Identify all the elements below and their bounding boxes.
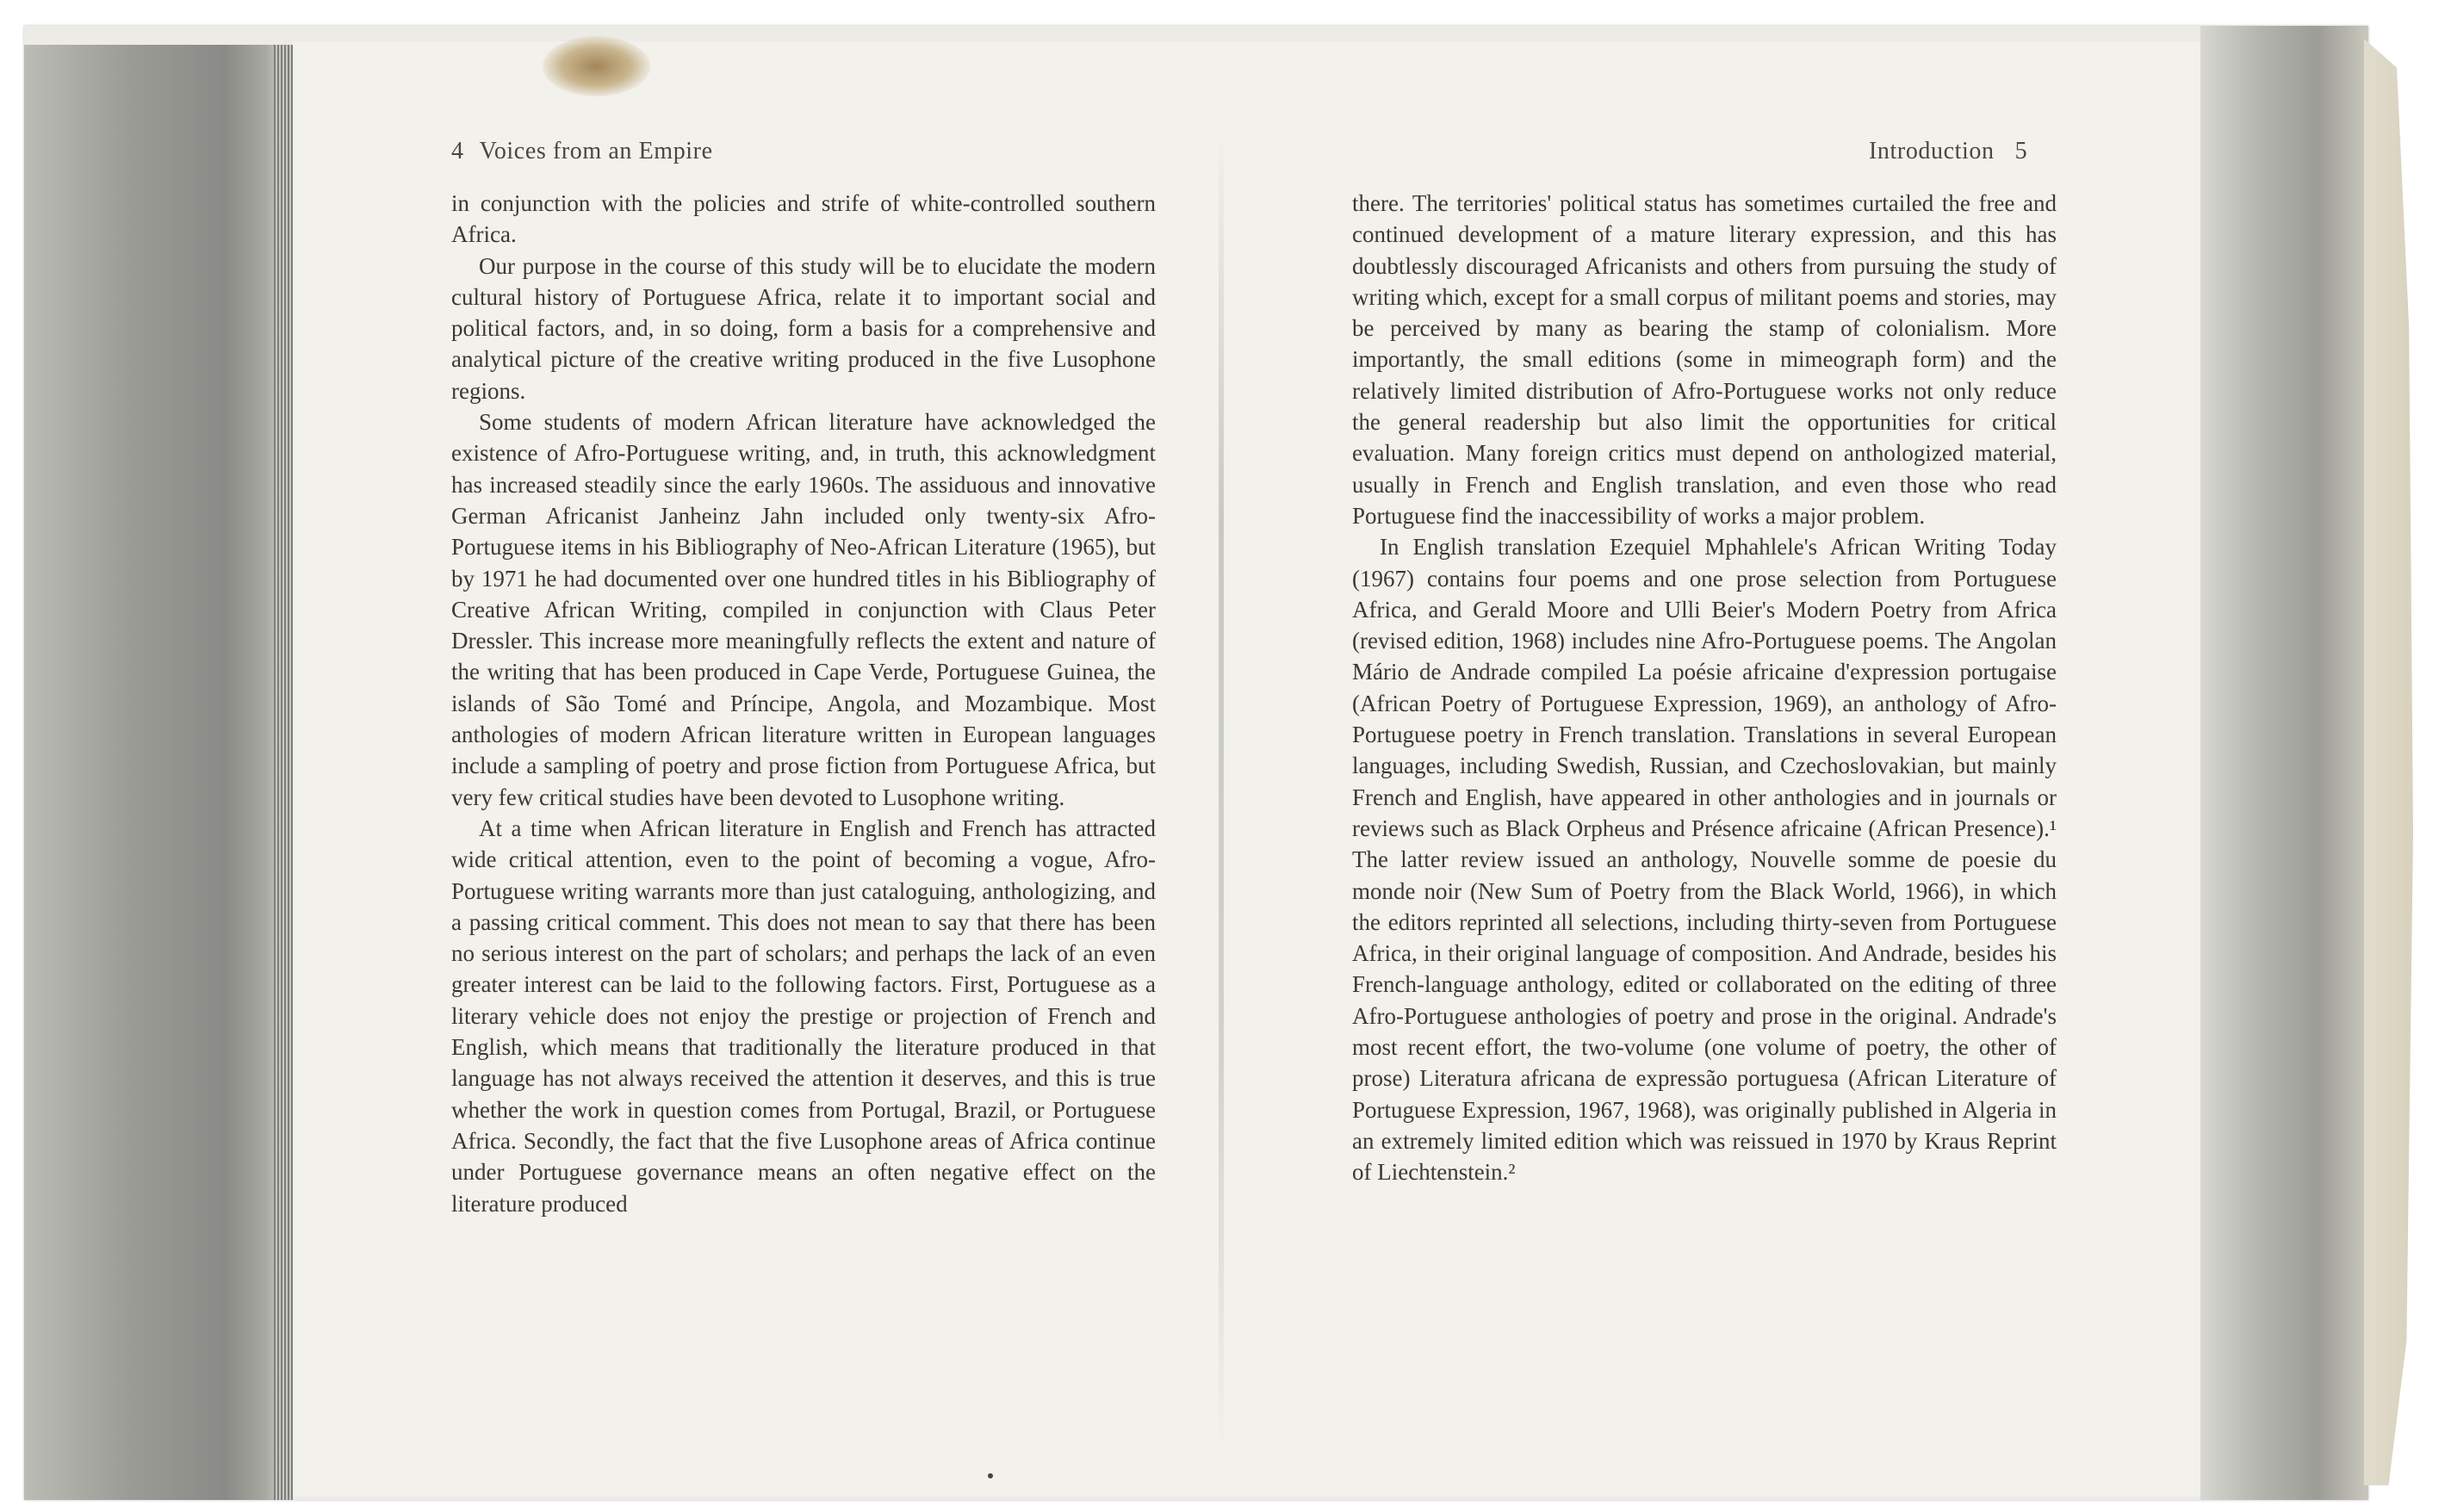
left-binding-shadow — [24, 45, 293, 1500]
right-paragraph-1: there. The territories' political status has sometimes curtailed the free and continued development of a mature literary expression, and this has doubtlessly discouraged Africanists and others from pursuing the study of writing which, except for a small corpus of militant poems and stories, may be perceived by many as bearing the stamp of colonialism. More importantly, the small editions (some in mimeograph form) and the relatively limited distribution of Afro-Portuguese works not only reduce the general readership but also limit the opportunities for critical evaluation. Many foreign critics must depend on anthologized material, usually in French and English translation, and even those who read Portuguese find the inaccessibility of works a major problem. — [1352, 190, 2057, 529]
paper-stain — [543, 36, 650, 96]
left-paragraph-2: Our purpose in the course of this study will be to elucidate the modern cultural history of Portuguese Africa, relate it to important social and political factors, and, in so doing, form a basis for a comprehensive and analytical picture of the creative writing produced in the five Lusophone regions. — [451, 252, 1156, 404]
print-speck — [988, 1473, 993, 1478]
left-page-text — [451, 188, 1156, 1219]
left-page-number: 4 — [451, 138, 464, 164]
left-paragraph-4: At a time when African literature in English and French has attracted wide critical attention, even to the point of becoming a vogue, Afro-Portuguese writing warrants more than just cataloguing, anthologizing, and a passing critical comment. This does not mean to say that there has been no serious interest on the part of scholars; and perhaps the lack of an even greater interest can be laid to the following factors. First, Portuguese as a literary vehicle does not enjoy the prestige or projection of French and English, which means that traditionally the literature produced in that language has not always received the attention it deserves, and this is true whether the work in question comes from Portugal, Brazil, or Portuguese Africa. Secondly, the fact that the five Lusophone areas of Africa continue under Portuguese governance means an often negative effect on the literature produced — [451, 815, 1156, 1217]
torn-paper-edge — [2364, 39, 2445, 1485]
right-page-text — [1352, 188, 2057, 1188]
left-running-title: Voices from an Empire — [479, 138, 713, 164]
left-paragraph-3: Some students of modern African literature have acknowledged the existence of Afro-Portuguese writing, and, in truth, this acknowledgment has increased steadily since the early 1960s. The assiduous and innovative German Africanist Janheinz Jahn included only twenty-six Afro-Portuguese items in his Bibliography of Neo-African Literature (1965), but by 1971 he had documented over one hundred titles in his Bibliography of Creative African Writing, compiled in conjunction with Claus Peter Dressler. This increase more meaningfully reflects the extent and nature of the writing that has been produced in Cape Verde, Portuguese Guinea, the islands of São Tomé and Príncipe, Angola, and Mozambique. Most anthologies of modern African literature written in European languages include a sampling of poetry and prose fiction from Portuguese Africa, but very few critical studies have been devoted to Lusophone writing. — [451, 409, 1156, 810]
left-running-head — [451, 138, 713, 165]
right-binding-shadow — [2200, 26, 2368, 1500]
left-paragraph-1: in conjunction with the policies and strife of white-controlled southern Africa. — [451, 190, 1156, 248]
right-paragraph-2: In English translation Ezequiel Mphahlele's African Writing Today (1967) contains four poems and one prose selection from Portuguese Africa, and Gerald Moore and Ulli Beier's Modern Poetry from Africa (revised edition, 1968) includes nine Afro-Portuguese poems. The Angolan Mário de Andrade compiled La poésie africaine d'expression portugaise (African Poetry of Portuguese Expression, 1969), an anthology of Afro-Portuguese poetry in French translation. Translations in several European languages, including Swedish, Russian, and Czechoslovakian, but mainly French and English, have appeared in other anthologies and in journals or reviews such as Black Orpheus and Présence africaine (African Presence).¹ The latter review issued an anthology, Nouvelle somme de poesie du monde noir (New Sum of Poetry from the Black World, 1966), in which the editors reprinted all selections, including thirty-seven from Portuguese Africa, in their original language of composition. And Andrade, besides his French-language anthology, edited or collaborated on the editing of three Afro-Portuguese anthologies of poetry and prose in the original. Andrade's most recent effort, the two-volume (one volume of poetry, the other of prose) Literatura africana de expressão portuguesa (African Literature of Portuguese Expression, 1967, 1968), was originally published in Algeria in an extremely limited edition which was reissued in 1970 by Kraus Reprint of Liechtenstein.² — [1352, 534, 2057, 1186]
book-spine-fold — [1219, 129, 1224, 1455]
right-running-title: Introduction — [1869, 138, 1995, 164]
right-running-head — [1869, 138, 2027, 165]
binding-edge — [274, 45, 293, 1500]
right-page-number: 5 — [2014, 138, 2028, 164]
